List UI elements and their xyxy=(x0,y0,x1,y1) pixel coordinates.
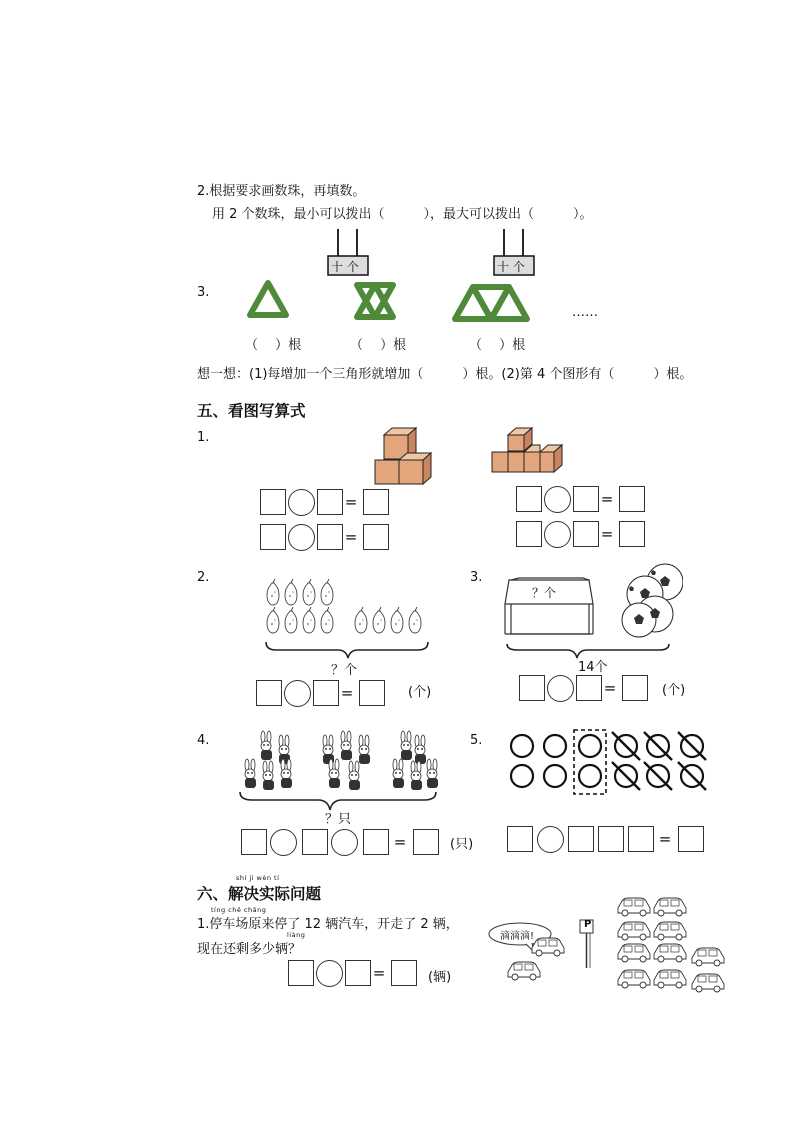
cube-stack-icon xyxy=(370,426,435,490)
q2-line: 用 2 个数珠，最小可以拨出（ ），最大可以拨出（ ）。 xyxy=(212,207,593,222)
p4-unit: (只) xyxy=(450,837,474,852)
answer-box[interactable] xyxy=(598,826,624,852)
pear-icon xyxy=(260,574,440,664)
q1-unit: (辆) xyxy=(428,970,452,985)
pinyin-parking: tíng chē chǎng xyxy=(211,906,267,914)
operator-circle[interactable] xyxy=(288,489,315,516)
answer-box[interactable] xyxy=(619,521,645,547)
operator-circle[interactable] xyxy=(316,960,343,987)
operator-circle[interactable] xyxy=(544,486,571,513)
answer-box[interactable] xyxy=(260,524,286,550)
equals-sign: = xyxy=(393,833,407,851)
answer-box[interactable] xyxy=(507,826,533,852)
bubble-text: 滴滴滴! xyxy=(500,931,535,942)
operator-circle[interactable] xyxy=(331,829,358,856)
q3-label: 3. xyxy=(197,285,210,300)
answer-box[interactable] xyxy=(260,489,286,515)
answer-box[interactable] xyxy=(619,486,645,512)
operator-circle[interactable] xyxy=(544,521,571,548)
q2-title-row xyxy=(197,180,365,199)
p3-label: 3. xyxy=(470,570,483,585)
answer-box[interactable] xyxy=(363,829,389,855)
box-icon xyxy=(503,558,683,668)
answer-box[interactable] xyxy=(628,826,654,852)
answer-box[interactable] xyxy=(573,521,599,547)
answer-box[interactable] xyxy=(317,524,343,550)
equals-sign: = xyxy=(340,684,354,702)
car-icon xyxy=(494,892,734,1000)
answer-box[interactable] xyxy=(256,680,282,706)
operator-circle[interactable] xyxy=(270,829,297,856)
p2-unit: (个) xyxy=(408,685,432,700)
p2-question: ？个 xyxy=(331,663,358,678)
operator-circle[interactable] xyxy=(288,524,315,551)
q3-blank-1: （ ）根 xyxy=(245,338,302,353)
rabbit-icon xyxy=(236,730,446,820)
pinyin-liang: liàng xyxy=(287,931,306,939)
q2-title: 根据要求画数珠，再填数。 xyxy=(209,184,366,199)
section5-title: 五、看图写算式 xyxy=(197,402,306,420)
answer-box[interactable] xyxy=(288,960,314,986)
answer-box[interactable] xyxy=(317,489,343,515)
answer-box[interactable] xyxy=(313,680,339,706)
answer-box[interactable] xyxy=(622,675,648,701)
abacus-icon xyxy=(493,225,535,277)
answer-box[interactable] xyxy=(516,486,542,512)
p5-label: 5. xyxy=(470,733,483,748)
answer-box[interactable] xyxy=(678,826,704,852)
section6-title-pinyin: shí jì wèn tí xyxy=(236,874,280,882)
p2-label: 2. xyxy=(197,570,210,585)
p3-total: 14个 xyxy=(578,660,608,675)
abacus-label: 十 个 xyxy=(331,260,359,274)
q3-blank-3: （ ）根 xyxy=(469,338,526,353)
equals-sign: = xyxy=(603,679,617,697)
q1-line2: 现在还剩多少辆？ xyxy=(197,942,302,957)
answer-box[interactable] xyxy=(241,829,267,855)
answer-box[interactable] xyxy=(391,960,417,986)
equals-sign: = xyxy=(344,493,358,511)
answer-box[interactable] xyxy=(568,826,594,852)
equals-sign: = xyxy=(372,964,386,982)
q3-think: 想一想：(1)每增加一个三角形就增加（ ）根。(2)第 4 个图形有（ ）根。 xyxy=(197,367,693,382)
equals-sign: = xyxy=(600,525,614,543)
p1-label: 1. xyxy=(197,430,210,445)
q3-ellipsis: …… xyxy=(572,305,598,320)
q2-label: 2. xyxy=(197,184,210,199)
answer-box[interactable] xyxy=(573,486,599,512)
abacus-icon xyxy=(327,225,369,277)
p4-question: ？只 xyxy=(325,812,352,827)
circle-icon xyxy=(505,728,720,803)
answer-box[interactable] xyxy=(345,960,371,986)
answer-box[interactable] xyxy=(363,524,389,550)
answer-box[interactable] xyxy=(302,829,328,855)
equals-sign: = xyxy=(600,490,614,508)
answer-box[interactable] xyxy=(413,829,439,855)
abacus-label: 十 个 xyxy=(497,260,525,274)
equals-sign: = xyxy=(658,830,672,848)
q1-line1: 1.停车场原来停了 12 辆汽车，开走了 2 辆， xyxy=(197,917,459,932)
operator-circle[interactable] xyxy=(537,826,564,853)
operator-circle[interactable] xyxy=(284,680,311,707)
q3-blank-2: （ ）根 xyxy=(350,338,407,353)
triangle-stick-icon xyxy=(240,275,620,330)
p3-box-text: ？个 xyxy=(532,586,557,600)
answer-box[interactable] xyxy=(576,675,602,701)
operator-circle[interactable] xyxy=(547,675,574,702)
p3-unit: (个) xyxy=(662,683,686,698)
p4-label: 4. xyxy=(197,733,210,748)
answer-box[interactable] xyxy=(519,675,545,701)
cube-stack-icon xyxy=(490,426,570,478)
equals-sign: = xyxy=(344,528,358,546)
answer-box[interactable] xyxy=(516,521,542,547)
section6-title: 六、解决实际问题 xyxy=(197,885,322,903)
answer-box[interactable] xyxy=(363,489,389,515)
parking-sign-label: P xyxy=(584,919,592,930)
answer-box[interactable] xyxy=(359,680,385,706)
